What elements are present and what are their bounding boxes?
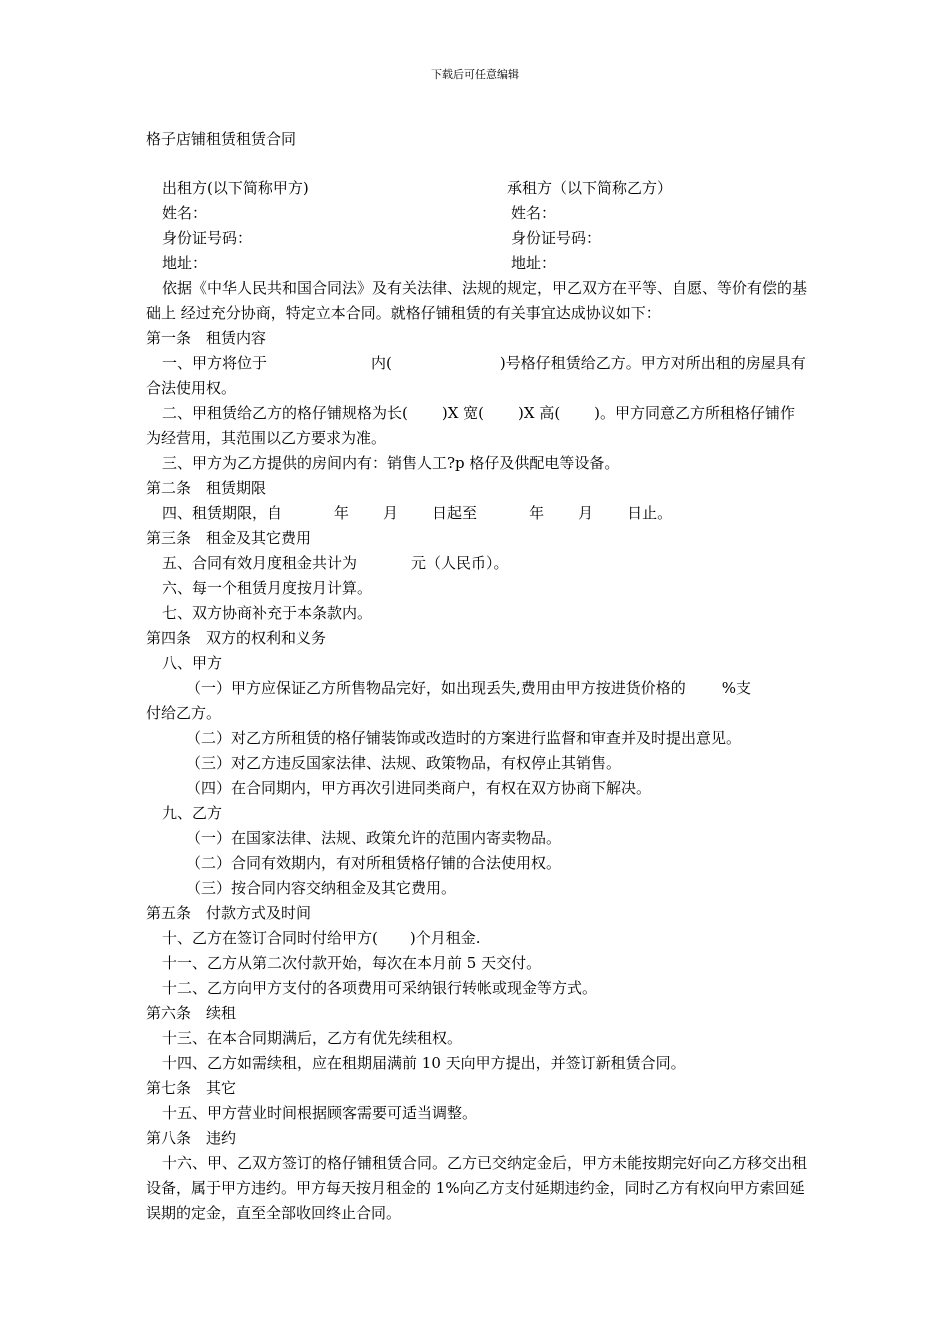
article-4-heading: 第四条 双方的权利和义务 — [146, 629, 327, 647]
clause-9: 九、乙方 — [162, 804, 223, 822]
article-2-heading: 第二条 租赁期限 — [146, 479, 267, 497]
clause-5 — [146, 551, 808, 576]
clause-10-b: )个月租金. — [409, 929, 481, 947]
clause-8-2: （二）对乙方所租赁的格仔铺装饰或改造时的方案进行监督和审查并及时提出意见。 — [186, 729, 742, 747]
clause-13: 十三、在本合同期满后，乙方有优先续租权。 — [162, 1029, 463, 1047]
clause-16: 十六、甲、乙双方签订的格仔铺租赁合同。乙方已交纳定金后，甲方未能按期完好向乙方移交出租设备，属于甲方违约。甲方每天按月租金的 1%向乙方支付延期违约金，同时乙方有权向甲方索回延误期的定金，直至全部收回终止合同。 — [146, 1154, 808, 1222]
clause-4 — [146, 501, 808, 526]
clause-4-month-1: 月 — [383, 504, 399, 522]
clause-10 — [146, 926, 808, 951]
clause-8-4: （四）在合同期内，甲方再次引进同类商户，有权在双方协商下解决。 — [186, 779, 652, 797]
clause-12: 十二、乙方向甲方支付的各项费用可采纳银行转帐或现金等方式。 — [162, 979, 598, 997]
article-3-heading: 第三条 租金及其它费用 — [146, 529, 312, 547]
lessor-name-label: 姓名： — [162, 204, 208, 222]
clause-14: 十四、乙方如需续租，应在租期届满前 10 天向甲方提出，并签订新租赁合同。 — [162, 1054, 686, 1072]
clause-15: 十五、甲方营业时间根据顾客需要可适当调整。 — [162, 1104, 478, 1122]
clause-1-c: )号格仔租赁给乙方。甲方对所出租的房屋具有合法使用权。 — [146, 354, 806, 397]
clause-4-year-1: 年 — [334, 504, 350, 522]
clause-7: 七、双方协商补充于本条款内。 — [162, 604, 373, 622]
clause-2 — [146, 401, 808, 451]
contract-body — [146, 176, 808, 1226]
header-note: 下载后可任意编辑 — [431, 68, 519, 81]
name-row — [146, 201, 808, 226]
clause-2-a: 二、甲租赁给乙方的格仔铺规格为长( — [162, 404, 408, 422]
clause-2-c: )X 高( — [518, 404, 561, 422]
clause-4-g: 日止。 — [627, 504, 673, 522]
clause-4-d: 日起至 — [432, 504, 478, 522]
clause-5-a: 五、合同有效月度租金共计为 — [162, 554, 358, 572]
contract-title: 格子店铺租赁租赁合同 — [146, 130, 297, 148]
clause-6: 六、每一个租赁月度按月计算。 — [162, 579, 373, 597]
article-5-heading: 第五条 付款方式及时间 — [146, 904, 312, 922]
clause-5-b: 元（人民币）。 — [411, 554, 509, 572]
article-6-heading: 第六条 续租 — [146, 1004, 237, 1022]
clause-1 — [146, 351, 808, 401]
clause-2-d: )。甲方同意乙方所租格仔铺作为经营用，其范围以乙方要求为准。 — [146, 404, 796, 447]
parties-row — [146, 176, 808, 201]
id-row — [146, 226, 808, 251]
lessor-address-label: 地址： — [162, 254, 208, 272]
clause-11: 十一、乙方从第二次付款开始，每次在本月前 5 天交付。 — [162, 954, 542, 972]
clause-8-1 — [146, 676, 808, 701]
clause-9-3: （三）按合同内容交纳租金及其它费用。 — [186, 879, 457, 897]
clause-9-2: （二）合同有效期内，有对所租赁格仔铺的合法使用权。 — [186, 854, 562, 872]
clause-4-month-2: 月 — [578, 504, 594, 522]
clause-8-3: （三）对乙方违反国家法律、法规、政策物品，有权停止其销售。 — [186, 754, 622, 772]
article-8-heading: 第八条 违约 — [146, 1129, 237, 1147]
clause-4-year-2: 年 — [529, 504, 545, 522]
clause-1-a: 一、甲方将位于 — [162, 354, 268, 372]
clause-10-a: 十、乙方在签订合同时付给甲方( — [162, 929, 378, 947]
clause-8: 八、甲方 — [162, 654, 223, 672]
article-7-heading: 第七条 其它 — [146, 1079, 237, 1097]
lessor-id-label: 身份证号码： — [162, 229, 253, 247]
clause-8-1-b: %支 — [721, 679, 752, 697]
lessee-id-label: 身份证号码： — [511, 229, 602, 247]
clause-9-1: （一）在国家法律、法规、政策允许的范围内寄卖物品。 — [186, 829, 562, 847]
intro-paragraph: 依据《中华人民共和国合同法》及有关法律、法规的规定，甲乙双方在平等、自愿、等价有偿的基础上 经过充分协商，特定立本合同。就格仔铺租赁的有关事宜达成协议如下： — [146, 279, 808, 322]
article-1-heading: 第一条 租赁内容 — [146, 329, 267, 347]
lessee-title: 承租方（以下简称乙方） — [507, 179, 673, 197]
clause-4-a: 四、租赁期限，自 — [162, 504, 283, 522]
lessee-name-label: 姓名： — [511, 204, 557, 222]
lessee-address-label: 地址： — [511, 254, 557, 272]
lessor-title: 出租方(以下简称甲方) — [162, 179, 309, 197]
address-row — [146, 251, 808, 276]
clause-1-b: 内( — [371, 354, 392, 372]
clause-8-1-c: 付给乙方。 — [146, 704, 222, 722]
clause-8-1-a: （一）甲方应保证乙方所售物品完好，如出现丢失,费用由甲方按进货价格的 — [186, 679, 686, 697]
clause-2-b: )X 宽( — [441, 404, 485, 422]
clause-3: 三、甲方为乙方提供的房间内有：销售人工?p 格仔及供配电等设备。 — [162, 454, 620, 472]
